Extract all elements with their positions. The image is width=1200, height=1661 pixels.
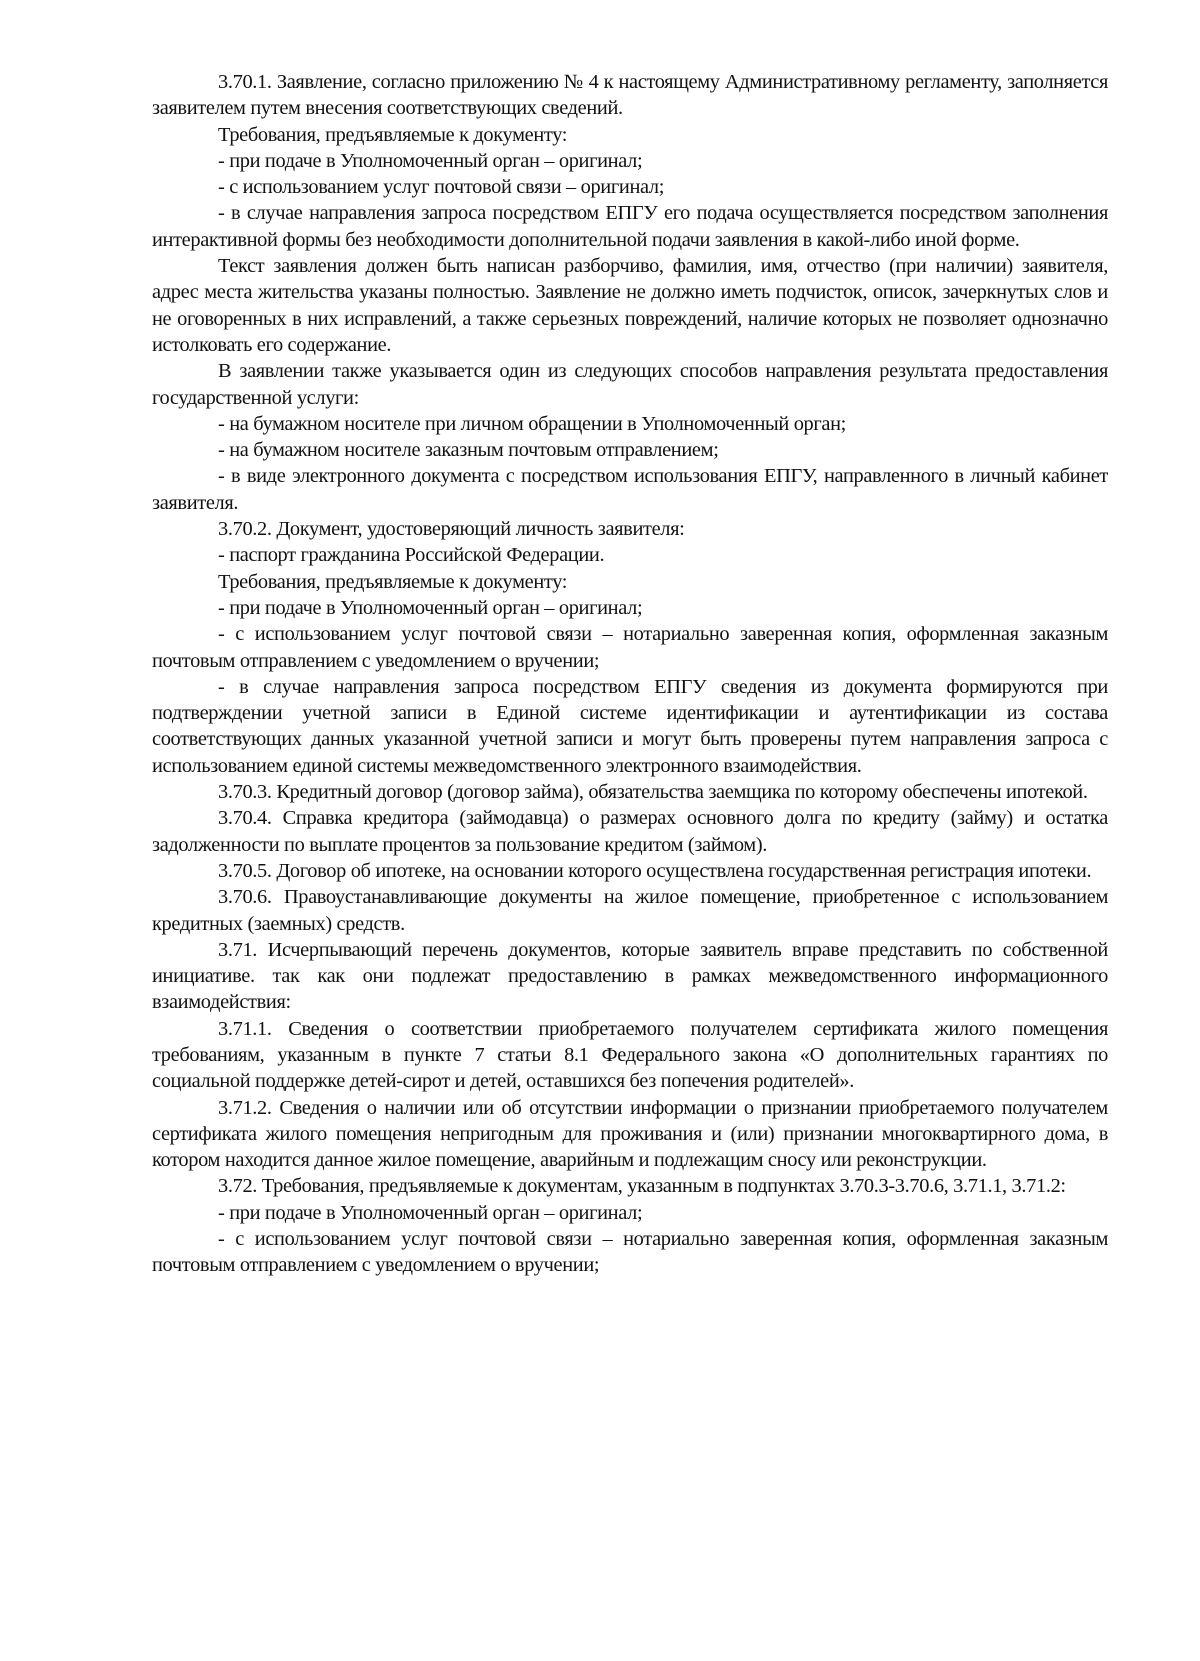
list-item-postal-original: - с использованием услуг почтовой связи – оригинал;: [218, 176, 665, 199]
paragraph-application-text-requirements: Текст заявления должен быть написан разборчиво, фамилия, имя, отчество (при наличии) заявителя, адрес места жительства указаны полностью. Заявление не должно иметь подчисток, описок, зачеркнутых слов и не оговоренных в них исправлений, а также серьезных повреждений, наличие которых не позволяет однозначно истолковать его содержание.: [152, 255, 1108, 356]
paragraph-3-71-2: 3.71.2. Сведения о наличии или об отсутствии информации о признании приобретаемого получателем сертификата жилого помещения непригодным для проживания и (или) признании многоквартирного дома, в котором находится данное жилое помещение, аварийным и подлежащим сносу или реконструкции.: [152, 1096, 1108, 1172]
paragraph-3-70-6: 3.70.6. Правоустанавливающие документы на жилое помещение, приобретенное с использованием кредитных (заемных) средств.: [152, 886, 1108, 935]
list-item-paper-in-person: - на бумажном носителе при личном обращении в Уполномоченный орган;: [218, 412, 846, 435]
list-item-postal-notarized-copy: - с использованием услуг почтовой связи – нотариально заверенная копия, оформленная заказным почтовым отправлением с уведомлением о вручении;: [152, 623, 1108, 672]
list-item-postal-notarized-copy-2: - с использованием услуг почтовой связи – нотариально заверенная копия, оформленная заказным почтовым отправлением с уведомлением о вручении;: [152, 1228, 1108, 1277]
paragraph-3-70-5: 3.70.5. Договор об ипотеке, на основании которого осуществлена государственная регистрация ипотеки.: [218, 859, 1092, 882]
list-item-original-in-person-2: - при подаче в Уполномоченный орган – оригинал;: [218, 596, 643, 619]
list-item-epgu-identification: - в случае направления запроса посредством ЕПГУ сведения из документа формируются при подтверждении учетной записи в Единой системе идентификации и аутентификации из состава соответствующих данных указанной учетной записи и могут быть проверены путем направления запроса с использованием единой системы межведомственного электронного взаимодействия.: [152, 675, 1108, 777]
list-item-paper-by-mail: - на бумажном носителе заказным почтовым отправлением;: [218, 439, 719, 462]
paragraph-3-70-4: 3.70.4. Справка кредитора (займодавца) о размерах основного долга по кредиту (займу) и остатка задолженности по выплате процентов за пользование кредитом (займом).: [152, 807, 1108, 856]
paragraph-requirements-heading-2: Требования, предъявляемые к документу:: [218, 570, 568, 593]
list-item-passport: - паспорт гражданина Российской Федерации.: [218, 544, 605, 567]
paragraph-requirements-heading: Требования, предъявляемые к документу:: [218, 123, 568, 146]
paragraph-3-72: 3.72. Требования, предъявляемые к документам, указанным в подпунктах 3.70.3-3.70.6, 3.71.1, 3.71.2:: [218, 1175, 1066, 1198]
paragraph-3-70-2: 3.70.2. Документ, удостоверяющий личность заявителя:: [218, 518, 685, 541]
paragraph-result-delivery-methods: В заявлении также указывается один из следующих способов направления результата предоставления государственной услуги:: [152, 360, 1108, 409]
document-body: [152, 69, 1108, 1279]
list-item-electronic-epgu: - в виде электронного документа с посредством использования ЕПГУ, направленного в личный кабинет заявителя.: [152, 465, 1108, 514]
paragraph-3-71-1: 3.71.1. Сведения о соответствии приобретаемого получателем сертификата жилого помещения требованиям, указанным в пункте 7 статьи 8.1 Федерального закона «О дополнительных гарантиях по социальной поддержке детей-сирот и детей, оставшихся без попечения родителей».: [152, 1017, 1108, 1093]
list-item-original-in-person-3: - при подаче в Уполномоченный орган – оригинал;: [218, 1201, 643, 1224]
list-item-original-in-person: - при подаче в Уполномоченный орган – оригинал;: [218, 149, 643, 172]
paragraph-3-70-3: 3.70.3. Кредитный договор (договор займа), обязательства заемщика по которому обеспечены ипотекой.: [218, 781, 1088, 804]
paragraph-3-71: 3.71. Исчерпывающий перечень документов, которые заявитель вправе представить по собственной инициативе. так как они подлежат предоставлению в рамках межведомственного информационного взаимодействия:: [152, 938, 1108, 1014]
paragraph-3-70-1: 3.70.1. Заявление, согласно приложению № 4 к настоящему Административному регламенту, заполняется заявителем путем внесения соответствующих сведений.: [152, 71, 1108, 120]
list-item-epgu-form: - в случае направления запроса посредством ЕПГУ его подача осуществляется посредством заполнения интерактивной формы без необходимости дополнительной подачи заявления в какой-либо иной форме.: [152, 202, 1108, 251]
